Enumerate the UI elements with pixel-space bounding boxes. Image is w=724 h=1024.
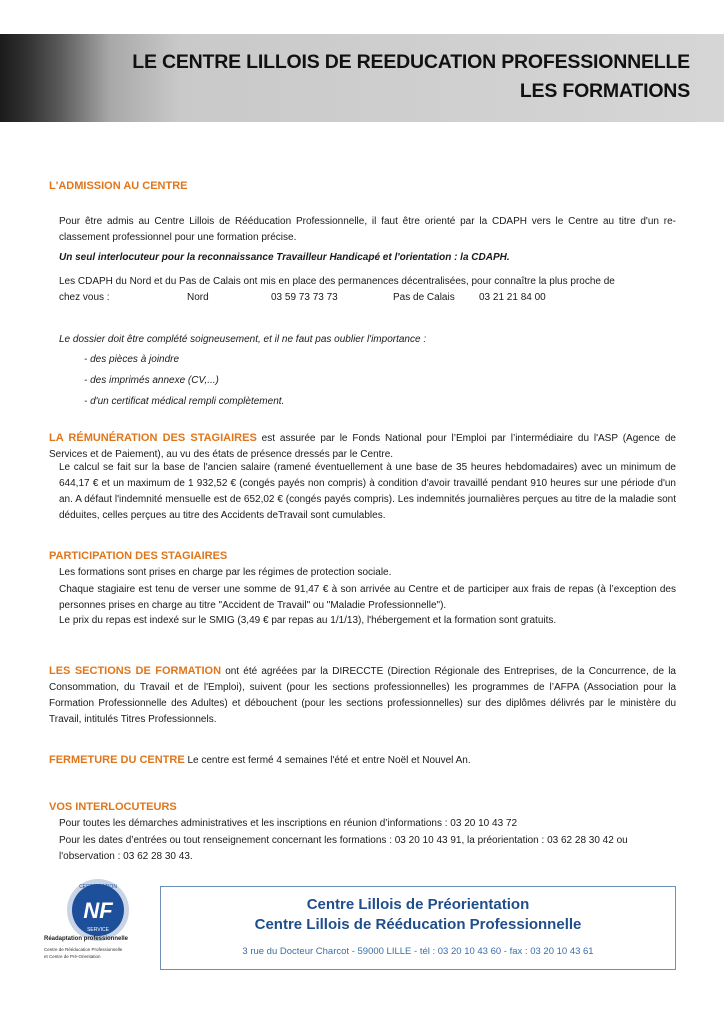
page-title-line2: LES FORMATIONS <box>519 80 690 102</box>
admission-heading: L'ADMISSION AU CENTRE <box>49 180 188 192</box>
dossier-item: - d'un certificat médical rempli complètement. <box>84 396 285 407</box>
remuneration-text: est assurée par le Fonds National pour l’Emploi par l’intermédiaire du l'ASP (Agence de Services et de Paiement), au vu des états de présence dressés par le Centre. <box>49 433 676 460</box>
interlocuteurs-paragraph-1: Pour toutes les démarches administratives et les inscriptions en réunion d’informations : 03 20 10 43 72 <box>59 818 518 829</box>
interlocuteurs-paragraph-2: Pour les dates d’entrées ou tout renseignement concernant les formations : 03 20 10 43 91, la préorientation : 03 62 28 30 42 ou l'observation : 03 62 28 30 43. <box>59 835 628 862</box>
cdaph-contacts <box>59 290 676 306</box>
logo-service-text: SERVICE <box>87 927 109 933</box>
fermeture-paragraph <box>49 752 676 769</box>
footer-line-2: Centre Lillois de Rééducation Professionnelle <box>254 916 582 933</box>
footer-address: 3 rue du Docteur Charcot - 59000 LILLE - tél : 03 20 10 43 60 - fax : 03 20 10 43 61 <box>242 946 594 957</box>
remuneration-calculation: Le calcul se fait sur la base de l'ancien salaire (ramené éventuellement à une base de 35 heures hebdomadaires) avec un minimum de 644,17 € et un maximum de 1 932,52 € (congés payés non compris) à condition d'avoir travaillé pendant 910 heures sur une période d'un an. A défaut l'indemnité mensuelle est de 652,02 € (congés payés compris). Les indemnités journalières perçues au titre de la maladie sont déduites, celles perçues au titre des Accidents deTravail sont cumulables. <box>59 462 676 521</box>
page-title-line1: LE CENTRE LILLOIS DE REEDUCATION PROFESSIONNELLE <box>132 51 690 73</box>
logo-nf-text: NF <box>83 898 113 923</box>
participation-paragraph-3: Le prix du repas est indexé sur le SMIG (3,49 € par repas au 1/1/13), l'hébergement et la formation sont gratuits. <box>59 615 557 626</box>
nf-certification-logo <box>44 876 152 976</box>
footer-line-1: Centre Lillois de Préorientation <box>306 896 530 913</box>
sections-paragraph <box>49 663 676 728</box>
participation-paragraph-1: Les formations sont prises en charge par les régimes de protection sociale. <box>59 567 392 578</box>
dossier-item: - des pièces à joindre <box>84 354 180 365</box>
admission-paragraph-1: Pour être admis au Centre Lillois de Rééducation Professionnelle, il faut être orienté par la CDAPH vers le Centre au titre d'un re-classement professionnel pour une formation précise. <box>59 216 676 243</box>
nf-service-icon <box>44 876 152 944</box>
header-banner <box>0 34 724 122</box>
remuneration-paragraph <box>49 430 676 463</box>
contact-pdc-label: Pas de Calais <box>393 292 455 303</box>
remuneration-heading: LA RÉMUNÉRATION DES STAGIAIRES <box>49 432 257 444</box>
participation-heading: PARTICIPATION DES STAGIAIRES <box>49 550 228 562</box>
logo-certification-text: CERTIFICATION <box>79 884 117 890</box>
footer-contact-box <box>160 886 676 970</box>
contacts-lead: chez vous : <box>59 292 110 303</box>
fermeture-heading: FERMETURE DU CENTRE <box>49 754 185 766</box>
dossier-note: Le dossier doit être complété soigneusement, et il ne faut pas oublier l'importance : <box>59 334 427 345</box>
interlocuteurs-heading: VOS INTERLOCUTEURS <box>49 801 177 813</box>
contact-nord-phone: 03 59 73 73 73 <box>271 292 338 303</box>
admission-paragraph-2: Un seul interlocuteur pour la reconnaissance Travailleur Handicapé et l'orientation : la CDAPH. <box>59 252 510 263</box>
admission-paragraph-3: Les CDAPH du Nord et du Pas de Calais ont mis en place des permanences décentralisées, pour connaître la plus proche de <box>59 276 615 287</box>
contact-nord-label: Nord <box>187 292 209 303</box>
contact-pdc-phone: 03 21 21 84 00 <box>479 292 546 303</box>
participation-paragraph-2: Chaque stagiaire est tenu de verser une somme de 91,47 € à son arrivée au Centre et de participer aux frais de repas (à l’exception des personnes prises en charge au titre "Accident de Travail" ou "Maladie Professionnelle"). <box>59 584 676 611</box>
sections-heading: LES SECTIONS DE FORMATION <box>49 665 222 677</box>
fermeture-text: Le centre est fermé 4 semaines l'été et entre Noël et Nouvel An. <box>184 755 471 766</box>
dossier-item: - des imprimés annexe (CV,...) <box>84 375 219 386</box>
logo-caption-2: Centre de Rééducation Professionnelle <box>44 947 123 952</box>
logo-caption-3: et Centre de Pré-Orientation <box>44 954 101 959</box>
logo-caption-1: Réadaptation professionnelle <box>44 936 129 942</box>
sections-text: ont été agréées par la DIRECCTE (Direction Régionale des Entreprises, de la Concurrence, de la Consommation, du Travail et de l'Emploi), suivent (pour les sections professionnelles) les programmes de l’AFPA (Association pour la Formation Professionnelle des Adultes) et débouchent (pour les sections professionnelles) sur des diplômes délivrés par le ministère du Travail, intitulés Titres Professionnels. <box>49 666 676 725</box>
